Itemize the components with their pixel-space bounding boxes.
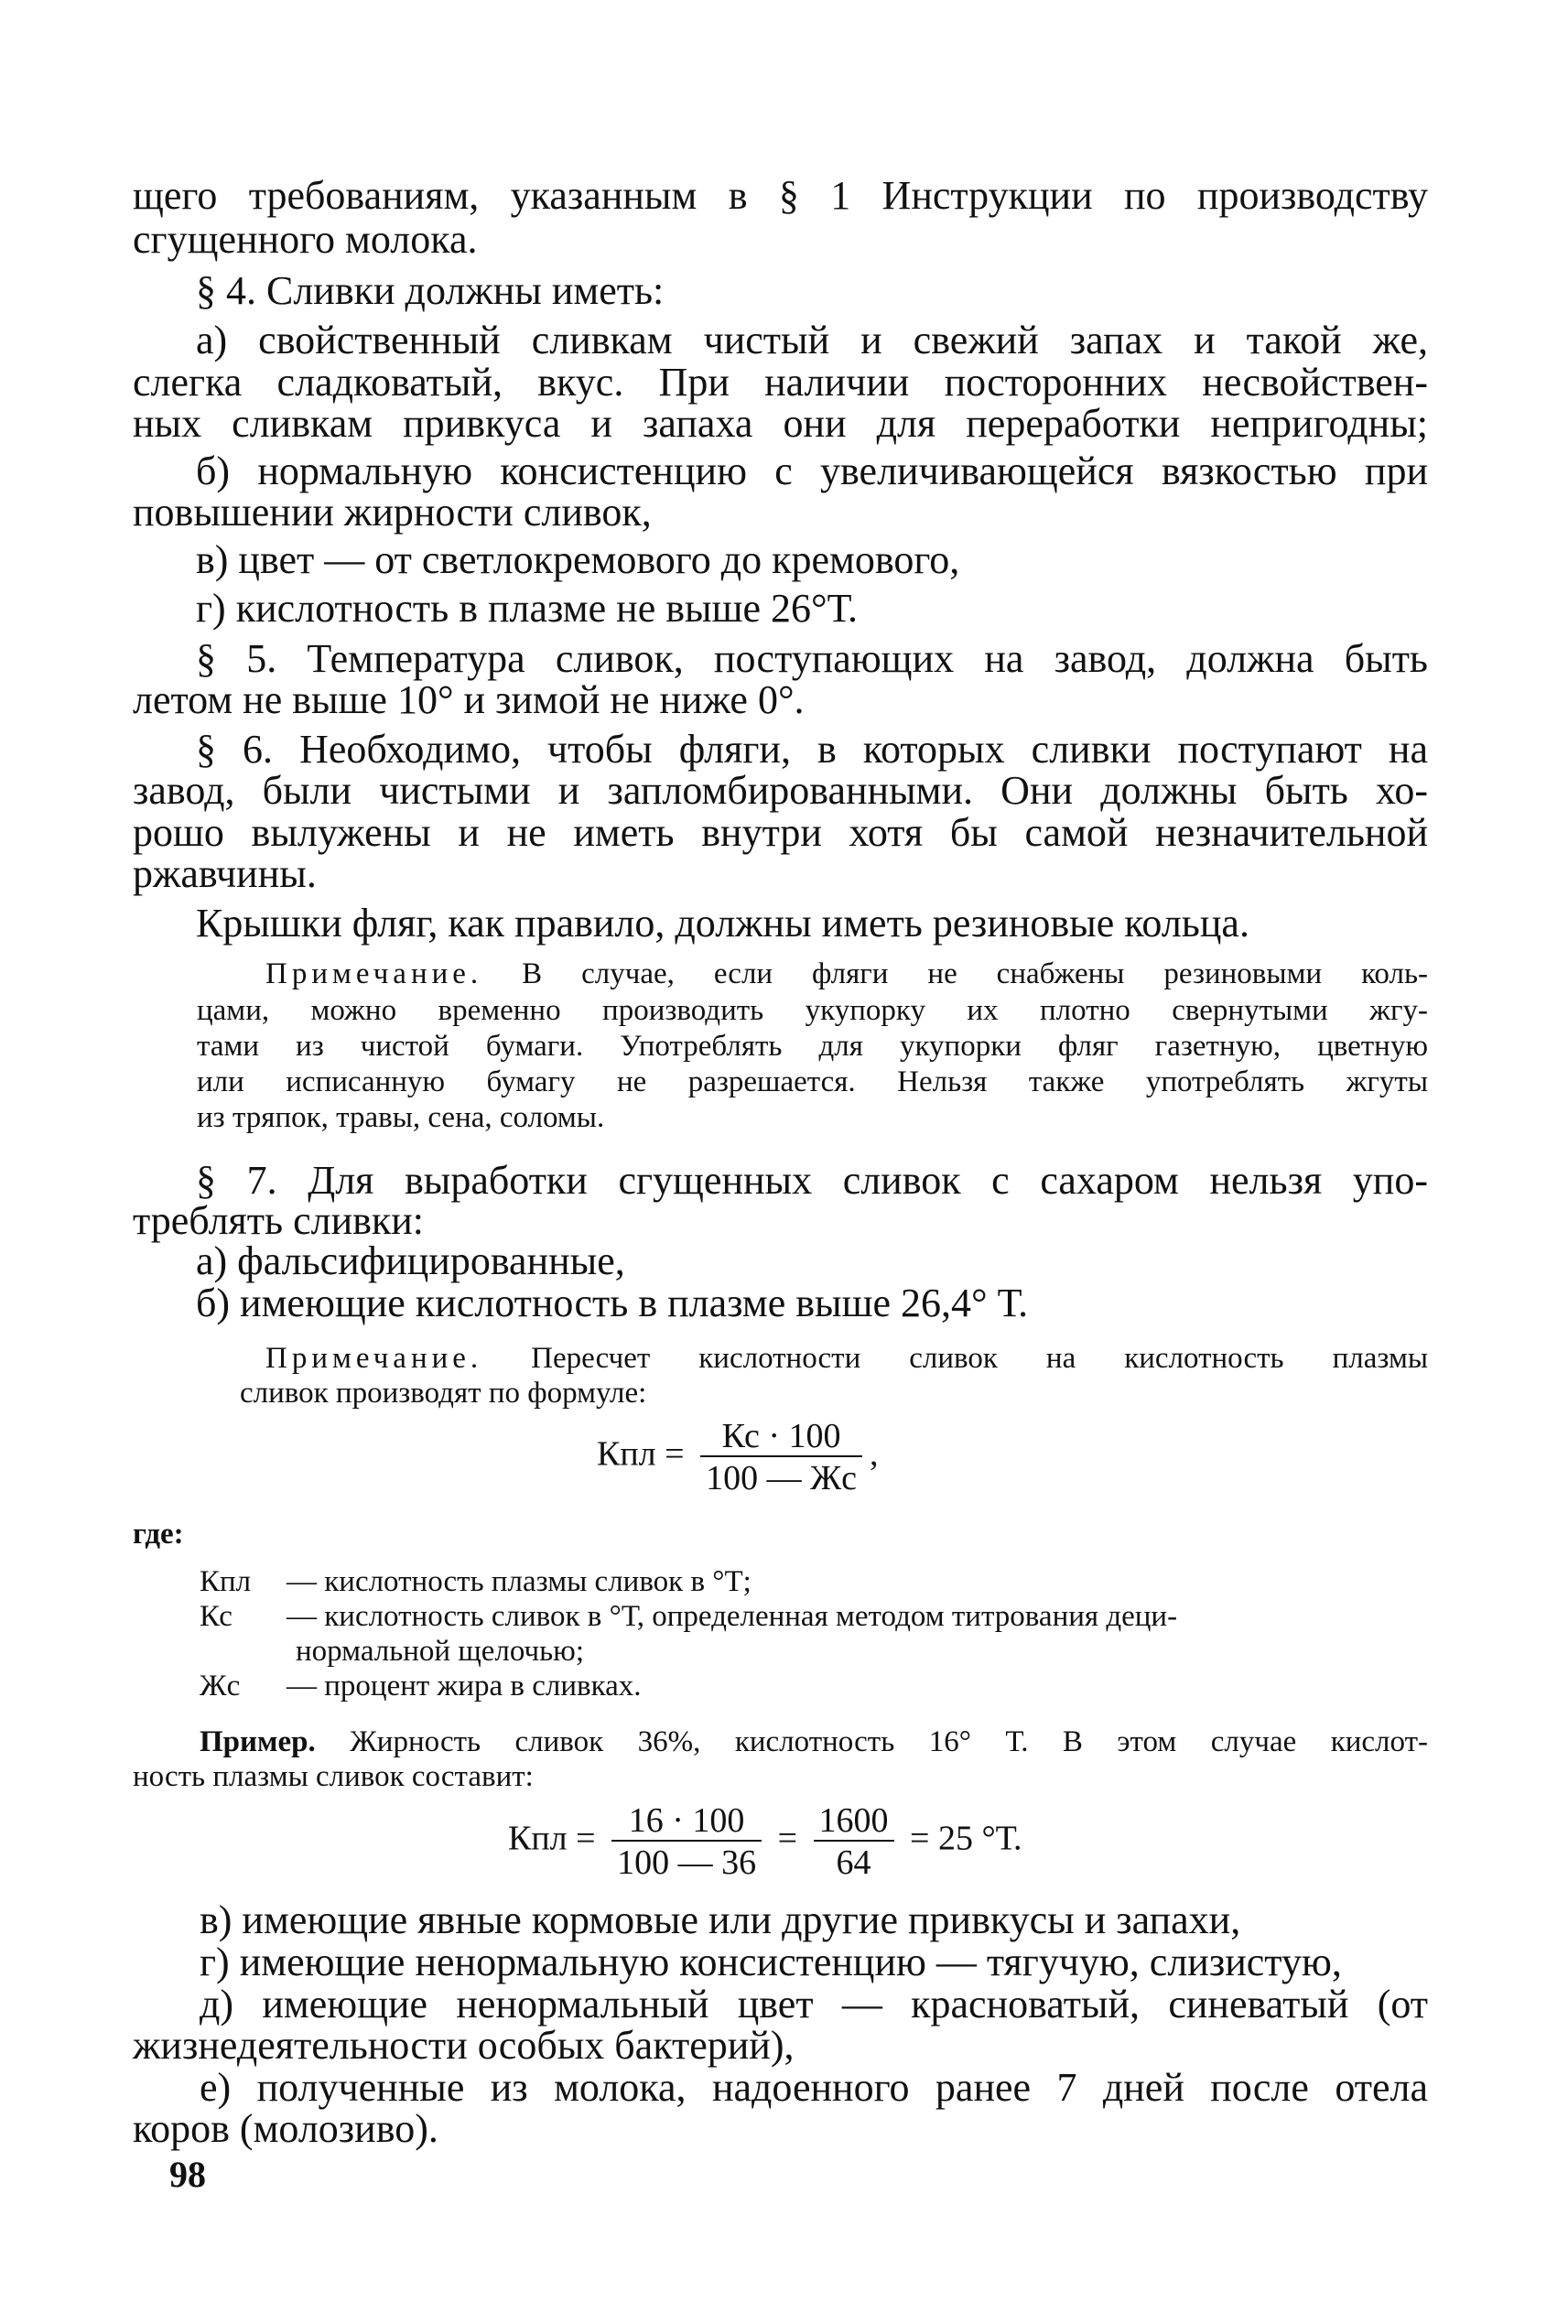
note-1-line: цами, можно временно производить укупорку их плотно свернутыми жгу- [197, 994, 1428, 1027]
fraction: $\frac{Кс \cdot 100}{100 — Жс}$ [700, 1419, 862, 1496]
item-e-line: жизнедеятельности особых бактерий), [133, 2023, 795, 2068]
item-b-line: б) нормальную консистенцию с увеличивающейся вязкостью при [196, 449, 1428, 493]
item-b-line: б) имеющие кислотность в плазме выше 26,4° Т. [196, 1281, 1029, 1325]
section-5-line: § 5. Температура сливок, поступающих на завод, должна быть [196, 636, 1428, 681]
legend-line: Кс — кислотность сливок в °Т, определенная методом титрования деци- [200, 1600, 1178, 1633]
section-4-heading: § 4. Сливки должны иметь: [196, 268, 665, 313]
note-1-line: из тряпок, травы, сена, соломы. [197, 1101, 605, 1134]
item-c-line: в) цвет — от светлокремового до кремового, [196, 537, 960, 582]
item-f-line: коров (молозиво). [133, 2106, 438, 2151]
item-a-line: а) свойственный сливкам чистый и свежий запах и такой же, [196, 318, 1428, 362]
section-6-line: § 6. Необходимо, чтобы фляги, в которых сливки поступают на [196, 727, 1428, 772]
section-7-line: треблять сливки: [133, 1198, 425, 1243]
section-6-line: рошо вылужены и не иметь внутри хотя бы самой незначительной [133, 810, 1428, 855]
formula-plasma-acidity: Кпл = $\frac{Кс \cdot 100}{100 — Жс}$ , [597, 1417, 879, 1497]
example-label: Пример. [200, 1725, 316, 1758]
note-1-line: Примечание. В случае, если фляги не снабжены резиновыми коль- [265, 957, 1428, 990]
section-6-line: ржавчины. [133, 851, 317, 896]
text-line: сгущенного молока. [133, 217, 478, 262]
example-line: Пример. Жирность сливок 36%, кислотность 16° Т. В этом случае кислот- [200, 1725, 1428, 1758]
formula-example: Кпл = $\frac{16 \cdot 100}{100 — 36}$ = $\frac{1600}{64}$ = 25 °Т. [508, 1801, 1022, 1882]
note-2-line: Примечание. Пересчет кислотности сливок на кислотность плазмы [265, 1342, 1428, 1375]
section-5-line: летом не выше 10° и зимой не ниже 0°. [133, 677, 805, 722]
example-line: ность плазмы сливок составит: [133, 1760, 534, 1793]
legend-line: Кпл — кислотность плазмы сливок в °Т; [200, 1565, 752, 1598]
item-b-line: повышении жирности сливок, [133, 490, 652, 535]
item-d-line: г) имеющие ненормальную консистенцию — тягучую, слизистую, [200, 1940, 1342, 1984]
item-d-line: г) кислотность в плазме не выше 26°Т. [196, 586, 859, 631]
legend-line: Жс — процент жира в сливках. [200, 1670, 642, 1702]
where-label: где: [133, 1518, 184, 1551]
note-1-line: или исписанную бумагу не разрешается. Нельзя также употреблять жгуты [197, 1065, 1428, 1098]
section-6-line: завод, были чистыми и запломбированными. Они должны быть хо- [133, 768, 1428, 813]
note-2-line: сливок производят по формуле: [240, 1377, 647, 1410]
item-c-line: в) имеющие явные кормовые или другие привкусы и запахи, [200, 1897, 1241, 1942]
note-1-line: тами из чистой бумаги. Употреблять для укупорки фляг газетную, цветную [197, 1030, 1428, 1063]
item-e-line: д) имеющие ненормальный цвет — красноватый, синеватый (от [200, 1982, 1428, 2027]
fraction: $\frac{1600}{64}$ [814, 1803, 894, 1880]
item-a-line: слегка сладковатый, вкус. При наличии посторонних несвойствен- [133, 360, 1428, 405]
lids-line: Крышки фляг, как правило, должны иметь резиновые кольца. [196, 901, 1249, 946]
item-a-line: а) фальсифицированные, [196, 1238, 625, 1283]
text-line: щего требованиям, указанным в § 1 Инструкции по производству [133, 173, 1428, 218]
item-f-line: е) полученные из молока, надоенного ранее 7 дней после отела [200, 2065, 1428, 2110]
page-number: 98 [169, 2154, 206, 2195]
legend-line: нормальной щелочью; [296, 1635, 584, 1668]
note-label: Примечание. [265, 1342, 483, 1375]
note-label: Примечание. [265, 957, 483, 990]
fraction: $\frac{16 \cdot 100}{100 — 36}$ [611, 1803, 762, 1880]
section-7-line: § 7. Для выработки сгущенных сливок с сахаром нельзя упо- [196, 1158, 1428, 1203]
item-a-line: ных сливкам привкуса и запаха они для переработки непригодны; [133, 401, 1428, 446]
